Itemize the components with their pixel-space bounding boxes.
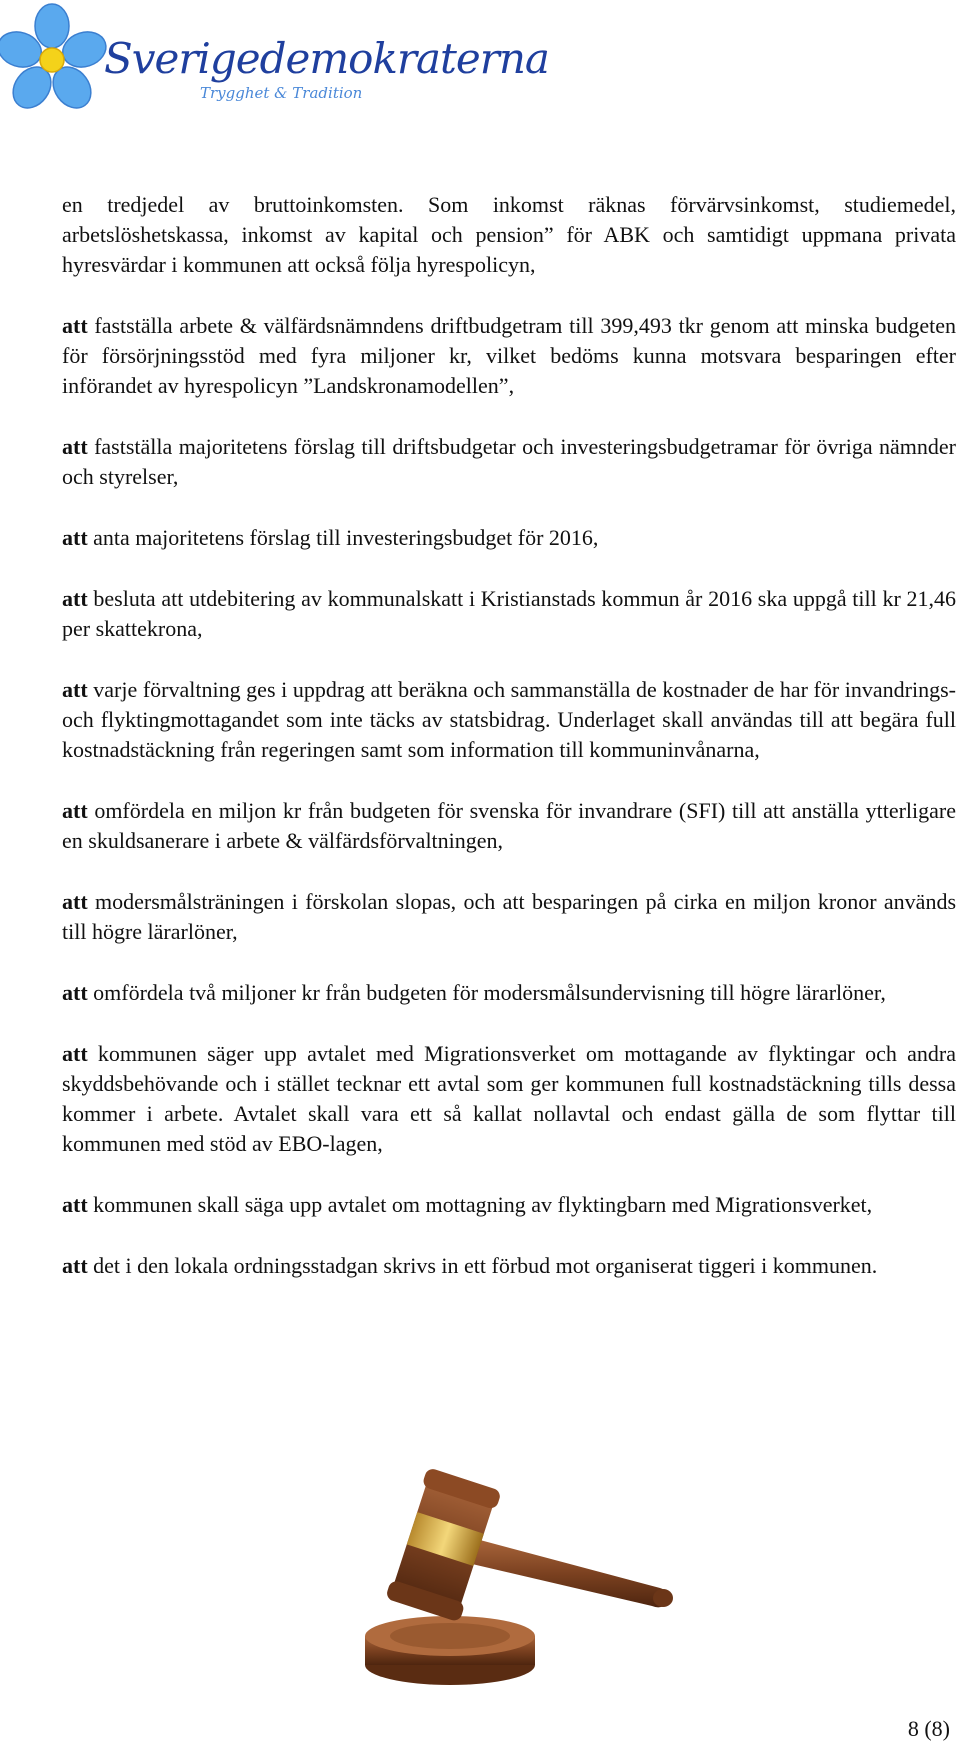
att-keyword: att	[62, 677, 88, 702]
att-clause-text: besluta att utdebitering av kommunalskatt i Kristianstads kommun år 2016 ska uppgå till kr 21,46 per skattekrona,	[62, 586, 957, 641]
att-clause-text: anta majoritetens förslag till investeringsbudget för 2016,	[93, 525, 599, 550]
gavel-icon	[360, 1460, 700, 1690]
att-keyword: att	[62, 798, 88, 823]
att-clause-text: fastställa majoritetens förslag till driftsbudgetar och investeringsbudgetramar för övriga nämnder och styrelser,	[62, 434, 956, 489]
att-clause-text: omfördela en miljon kr från budgeten för svenska för invandrare (SFI) till att anställa ytterligare en skuldsanerare i arbete & välfärdsförvaltningen,	[62, 798, 956, 853]
document-body	[62, 190, 956, 1312]
intro-paragraph: en tredjedel av bruttoinkomsten. Som inkomst räknas förvärvsinkomst, studiemedel, arbetslöshetskassa, inkomst av kapital och pension” för ABK och samtidigt uppmana privata hyresvärdar i kommunen att också följa hyrespolicyn,	[62, 192, 956, 277]
att-keyword: att	[62, 1192, 88, 1217]
att-keyword: att	[62, 434, 88, 459]
att-clause-text: kommunen säger upp avtalet med Migrationsverket om mottagande av flyktingar och andra skyddsbehövande och i stället tecknar ett avtal som ger kommunen full kostnadstäckning tills dessa kommer i arbete. Avtalet skall vara ett så kallat nollavtal och endast gälla de som flyttar till kommunen med stöd av EBO-lagen,	[62, 1041, 957, 1156]
logo-wordmark: Sverigedemokraterna	[104, 34, 549, 83]
att-clause	[62, 978, 956, 1008]
att-keyword: att	[62, 586, 88, 611]
att-clause	[62, 311, 956, 401]
att-clause-text: modersmålsträningen i förskolan slopas, och att besparingen på cirka en miljon kronor används till högre lärarlöner,	[62, 889, 957, 944]
att-clause-text: det i den lokala ordningsstadgan skrivs in ett förbud mot organiserat tiggeri i kommunen.	[93, 1253, 878, 1278]
att-clause	[62, 675, 956, 765]
att-clause	[62, 1039, 956, 1159]
flower-icon	[0, 2, 110, 112]
att-clause	[62, 432, 956, 492]
att-clause-text: kommunen skall säga upp avtalet om mottagning av flyktingbarn med Migrationsverket,	[93, 1192, 873, 1217]
att-clause-text: omfördela två miljoner kr från budgeten för modersmålsundervisning till högre lärarlöner,	[93, 980, 886, 1005]
att-keyword: att	[62, 889, 88, 914]
page-number: 8 (8)	[907, 1716, 950, 1741]
att-clause	[62, 523, 956, 553]
att-keyword: att	[62, 980, 88, 1005]
att-clause	[62, 584, 956, 644]
att-clause	[62, 1190, 956, 1220]
att-keyword: att	[62, 525, 88, 550]
att-keyword: att	[62, 1041, 88, 1066]
party-logo	[0, 0, 549, 120]
logo-tagline: Trygghet & Tradition	[200, 84, 363, 102]
att-clause	[62, 887, 956, 947]
att-clause	[62, 1251, 956, 1281]
att-keyword: att	[62, 313, 88, 338]
att-clause	[62, 796, 956, 856]
att-clause-text: varje förvaltning ges i uppdrag att beräkna och sammanställa de kostnader de har för invandrings- och flyktingmottagandet som inte täcks av statsbidrag. Underlaget skall användas till att begära full kostnadstäckning från regeringen samt som information till kommuninvånarna,	[62, 677, 957, 762]
att-keyword: att	[62, 1253, 88, 1278]
att-clause-text: fastställa arbete & välfärdsnämndens driftbudgetram till 399,493 tkr genom att minska budgeten för försörjningsstöd med fyra miljoner kr, vilket bedöms kunna motsvara besparingen efter införandet av hyrespolicyn ”Landskronamodellen”,	[62, 313, 957, 398]
